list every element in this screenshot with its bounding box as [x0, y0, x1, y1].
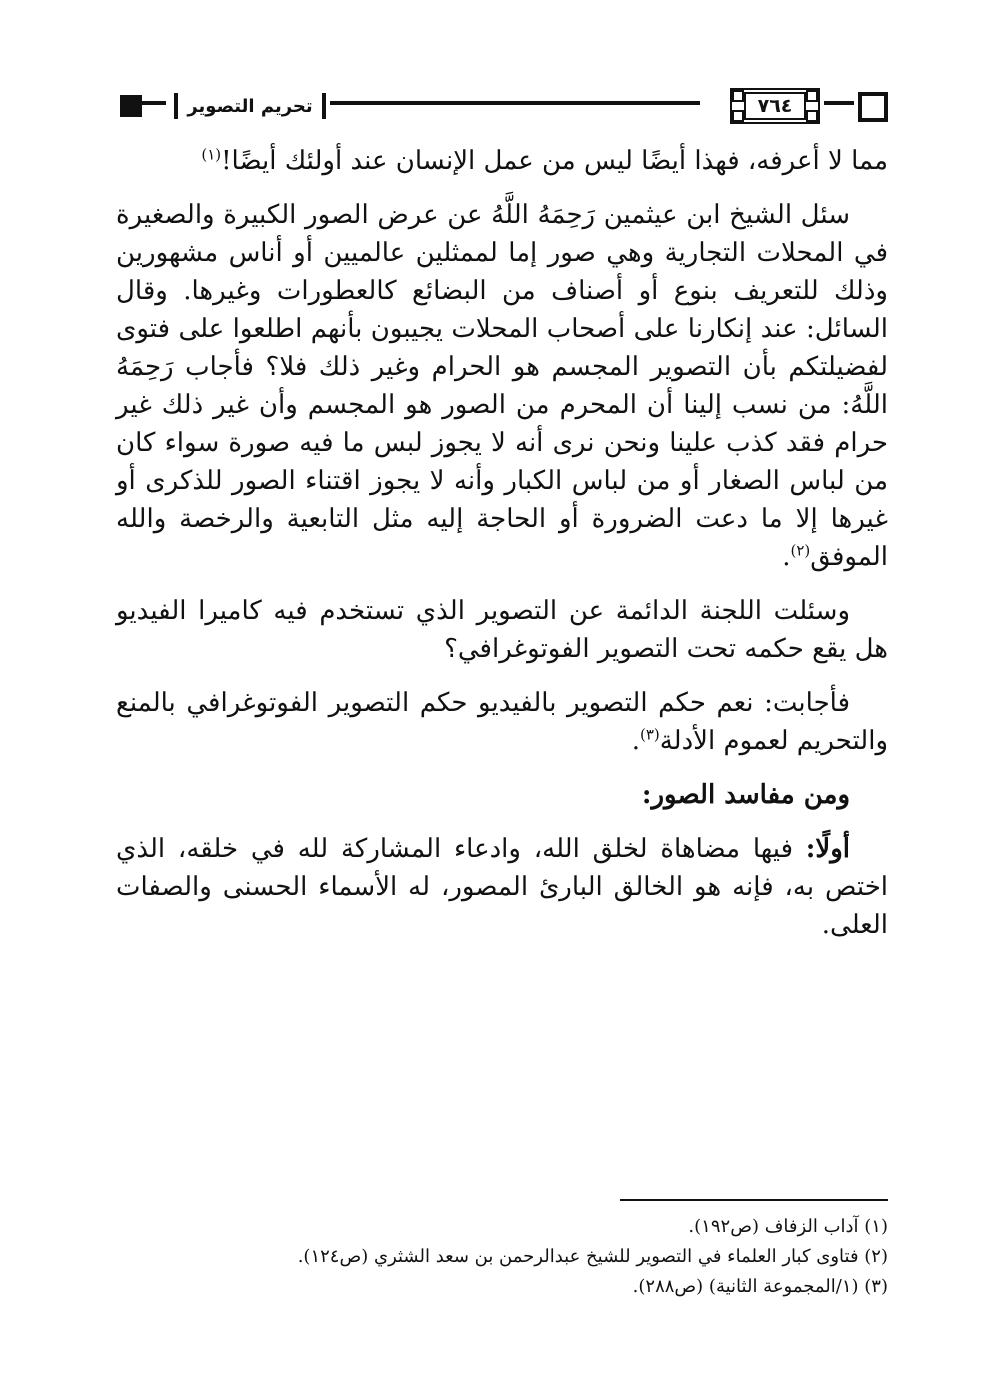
header-rule: [140, 101, 166, 105]
footnote-1: (١) آداب الزفاف (ص١٩٢).: [688, 1216, 888, 1237]
header-ornament-square: [858, 92, 888, 122]
running-header: [112, 88, 888, 124]
header-rule: [824, 101, 854, 105]
header-rule: [330, 101, 700, 105]
running-title: تحريم التصوير: [174, 88, 326, 124]
footnote-ref-3: (٣): [639, 725, 660, 744]
paragraph-committee-question: وسئلت اللجنة الدائمة عن التصوير الذي تستخدم فيه كاميرا الفيديو هل يقع حكمه تحت التصوير الفوتوغرافي؟: [116, 596, 888, 664]
footnote-ref-2: (٢): [790, 541, 811, 560]
page-body: [116, 142, 888, 944]
footnotes: [116, 1212, 888, 1302]
footnote-3: (٣) (١/المجموعة الثانية) (ص٢٨٨).: [632, 1276, 888, 1297]
header-ornament-block: [120, 95, 142, 117]
footnote-separator: [620, 1199, 888, 1201]
paragraph-first-harm: أولًا: فيها مضاهاة لخلق الله، وادعاء المشاركة لله في خلقه، الذي اختص به، فإنه هو الخالق البارئ المصور، له الأسماء الحسنى والصفات العلى.: [116, 834, 888, 940]
footnote-ref-1: (١): [201, 145, 222, 164]
list-lead: أولًا:: [805, 834, 850, 864]
paragraph-committee-answer: فأجابت: نعم حكم التصوير بالفيديو حكم التصوير الفوتوغرافي بالمنع والتحريم لعموم الأدلة$^{(٣)}$.: [116, 688, 888, 756]
section-heading: ومن مفاسد الصور:: [641, 780, 850, 810]
page-number-frame: [730, 88, 820, 124]
page-number: ٧٦٤: [744, 92, 806, 120]
paragraph-ibn-uthaymeen-fatwa: سئل الشيخ ابن عيثمين رَحِمَهُ اللَّهُ عن عرض الصور الكبيرة والصغيرة في المحلات التجارية وهي صور إما لممثلين عالميين أو أناس مشهورين وذلك للتعريف بنوع أو أصناف من البضائع كالعطورات وغيرها. وقال السائل: عند إنكارنا على أصحاب المحلات يجيبون بأنهم اطلعوا على فتوى لفضيلتكم بأن التصوير المجسم هو الحرام وغير ذلك فلا؟ فأجاب رَحِمَهُ اللَّهُ: من نسب إلينا أن المحرم من الصور هو المجسم وأن غير ذلك غير حرام فقد كذب علينا ونحن نرى أنه لا يجوز لبس ما فيه صورة سواء كان من لباس الصغار أو من لباس الكبار وأنه لا يجوز اقتناء الصور للذكرى أو غيرها إلا ما دعت الضرورة أو الحاجة إليه مثل التابعية والرخصة والله الموفق$^{(٢)}$.: [116, 200, 888, 572]
paragraph-continuation: مما لا أعرفه، فهذا أيضًا ليس من عمل الإنسان عند أولئك أيضًا!$^{(١)}$: [201, 145, 888, 176]
footnote-2: (٢) فتاوى كبار العلماء في التصوير للشيخ عبدالرحمن بن سعد الشثري (ص١٢٤).: [297, 1246, 888, 1267]
